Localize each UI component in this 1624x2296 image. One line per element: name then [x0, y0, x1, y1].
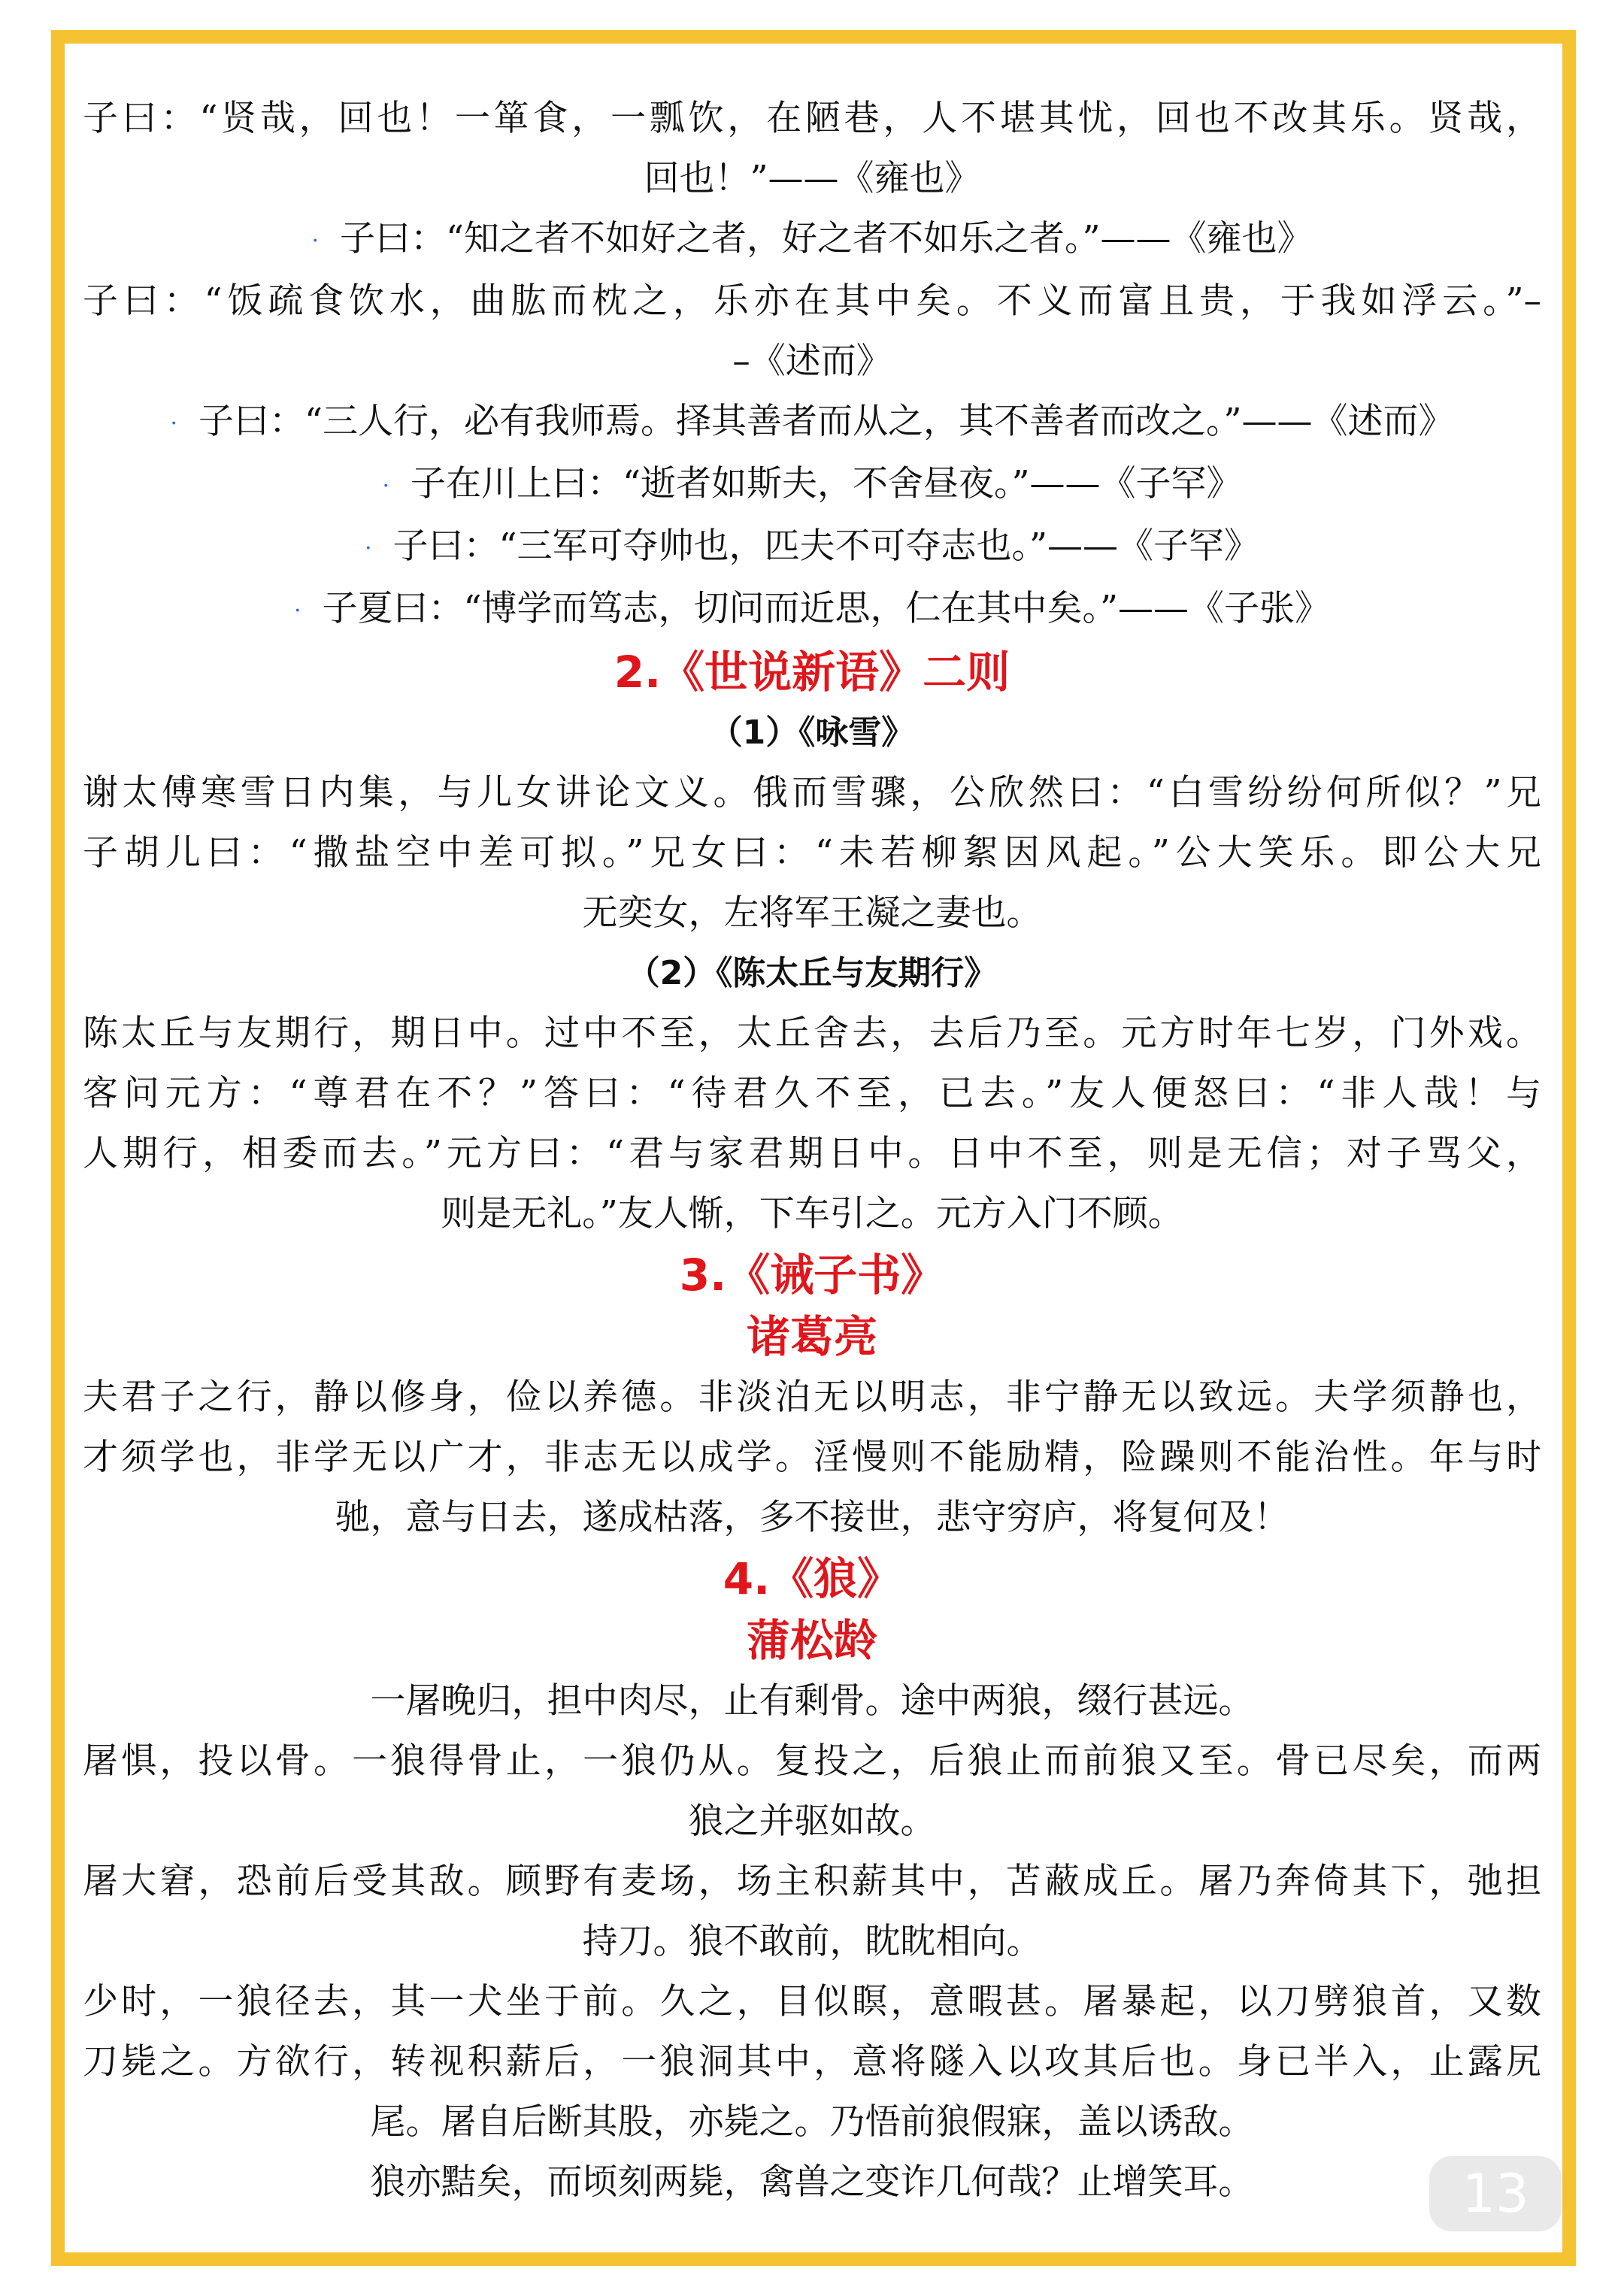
text-line-content: 回也！”——《雍也》 [644, 158, 980, 199]
text-line [83, 1852, 1541, 1912]
text-line [83, 1124, 1541, 1184]
text-line [83, 763, 1541, 823]
text-line-content: 陈太丘与友期行，期日中。过中不至，太丘舍去，去后乃至。元方时年七岁，门外戏。 [83, 1013, 1541, 1054]
bullet-dot-icon: · [382, 473, 389, 499]
text-line [83, 1368, 1541, 1428]
section-3-title: 3.《诫子书》 [679, 1249, 945, 1301]
text-line-content: 子夏曰：“博学而笃志，切问而近思，仁在其中矣。”——《子张》 [322, 588, 1331, 629]
text-line-content: 客问元方：“尊君在不？”答曰：“待君久不至，已去。”友人便怒曰：“非人哉！与 [83, 1073, 1541, 1114]
text-line [83, 1488, 1541, 1548]
bullet-dot-icon: · [293, 598, 301, 624]
text-line-content: 尾。屠自后断其股，亦毙之。乃悟前狼假寐，盖以诱敌。 [370, 2101, 1254, 2143]
text-line-content: 夫君子之行，静以修身，俭以养德。非淡泊无以明志，非宁静无以致远。夫学须静也， [83, 1377, 1541, 1418]
text-line [83, 1972, 1541, 2032]
text-line [83, 579, 1541, 641]
bullet-dot-icon: · [364, 535, 372, 562]
text-line-content: 狼之并驱如故。 [688, 1801, 936, 1842]
text-line-content: 才须学也，非学无以广才，非志无以成学。淫慢则不能励精，险躁则不能治性。年与时 [83, 1437, 1541, 1478]
text-line [83, 2152, 1541, 2213]
yongxue-text [83, 763, 1541, 944]
text-line-content: 屠大窘，恐前后受其敌。顾野有麦场，场主积薪其中，苫蔽成丘。屠乃奔倚其下，弛担 [83, 1861, 1541, 1902]
yongxue-subtitle: （1）《咏雪》 [709, 713, 915, 752]
text-line [83, 149, 1541, 209]
text-line [83, 1912, 1541, 1972]
text-line-content: 狼亦黠矣，而顷刻两毙，禽兽之变诈几何哉？止增笑耳。 [370, 2161, 1254, 2203]
text-line-content: 子在川上曰：“逝者如斯夫，不舍昼夜。”——《子罕》 [410, 463, 1242, 504]
text-line [83, 392, 1541, 454]
jiezishu-text [83, 1368, 1541, 1548]
text-line-content: 少时，一狼径去，其一犬坐于前。久之，目似瞑，意暇甚。屠暴起，以刀劈狼首，又数 [83, 1981, 1541, 2022]
text-line [83, 1004, 1541, 1064]
document-body [83, 89, 1541, 2213]
section-3-author: 诸葛亮 [746, 1311, 877, 1362]
text-line [83, 1792, 1541, 1852]
text-line-content: 则是无礼。”友人惭，下车引之。元方入门不顾。 [441, 1193, 1183, 1234]
section-4-title: 4.《狼》 [723, 1553, 901, 1604]
chentaiqiu-text [83, 1004, 1541, 1244]
text-line [83, 271, 1541, 332]
text-line [83, 883, 1541, 944]
text-line [83, 1731, 1541, 1792]
text-line [83, 89, 1541, 149]
lunyu-section [83, 89, 1541, 641]
text-line-content: 一屠晚归，担中肉尽，止有剩骨。途中两狼，缀行甚远。 [370, 1680, 1254, 1722]
text-line-content: 人期行，相委而去。”元方曰：“君与家君期日中。日中不至，则是无信；对子骂父， [83, 1133, 1541, 1174]
bullet-dot-icon: · [311, 228, 319, 254]
bullet-dot-icon: · [170, 410, 177, 437]
text-line-content: 子曰：“三军可夺帅也，匹夫不可夺志也。”——《子罕》 [392, 526, 1260, 567]
chentaiqiu-subtitle: （2）《陈太丘与友期行》 [626, 954, 998, 992]
text-line-content: –《述而》 [732, 341, 892, 382]
page-number-badge: 13 [1429, 2156, 1562, 2231]
text-line [83, 2092, 1541, 2152]
text-line-content: 谢太傅寒雪日内集，与儿女讲论文义。俄而雪骤，公欣然曰：“白雪纷纷何所似？”兄 [83, 772, 1541, 813]
text-line [83, 454, 1541, 516]
text-line-content: 子曰：“知之者不如好之者，好之者不如乐之者。”——《雍也》 [339, 218, 1313, 259]
text-line [83, 516, 1541, 579]
text-line-content: 子胡儿曰：“撒盐空中差可拟。”兄女曰：“未若柳絮因风起。”公大笑乐。即公大兄 [83, 832, 1541, 874]
text-line [83, 332, 1541, 392]
text-line-content: 无奕女，左将军王凝之妻也。 [582, 892, 1042, 934]
text-line-content: 持刀。狼不敢前，眈眈相向。 [582, 1921, 1042, 1962]
text-line-content: 子曰：“三人行，必有我师焉。择其善者而从之，其不善者而改之。”——《述而》 [198, 401, 1454, 442]
text-line [83, 1064, 1541, 1124]
text-line [83, 823, 1541, 883]
section-4-author: 蒲松龄 [746, 1615, 877, 1666]
text-line-content: 刀毙之。方欲行，转视积薪后，一狼洞其中，意将隧入以攻其后也。身已半入，止露尻 [83, 2041, 1541, 2082]
text-line [83, 209, 1541, 271]
text-line-content: 驰，意与日去，遂成枯落，多不接世，悲守穷庐，将复何及！ [335, 1497, 1289, 1538]
text-line-content: 子曰：“饭疏食饮水，曲肱而枕之，乐亦在其中矣。不义而富且贵，于我如浮云。”– [83, 280, 1541, 322]
text-line [83, 1184, 1541, 1244]
text-line [83, 2032, 1541, 2092]
text-line-content: 屠惧，投以骨。一狼得骨止，一狼仍从。复投之，后狼止而前狼又至。骨已尽矣，而两 [83, 1740, 1541, 1782]
section-2-title: 2.《世说新语》二则 [614, 647, 1010, 698]
text-line-content: 子曰：“贤哉，回也！一箪食，一瓢饮，在陋巷，人不堪其忧，回也不改其乐。贤哉， [83, 98, 1541, 139]
text-line [83, 1428, 1541, 1488]
lang-text [83, 1671, 1541, 2213]
text-line [83, 1671, 1541, 1731]
